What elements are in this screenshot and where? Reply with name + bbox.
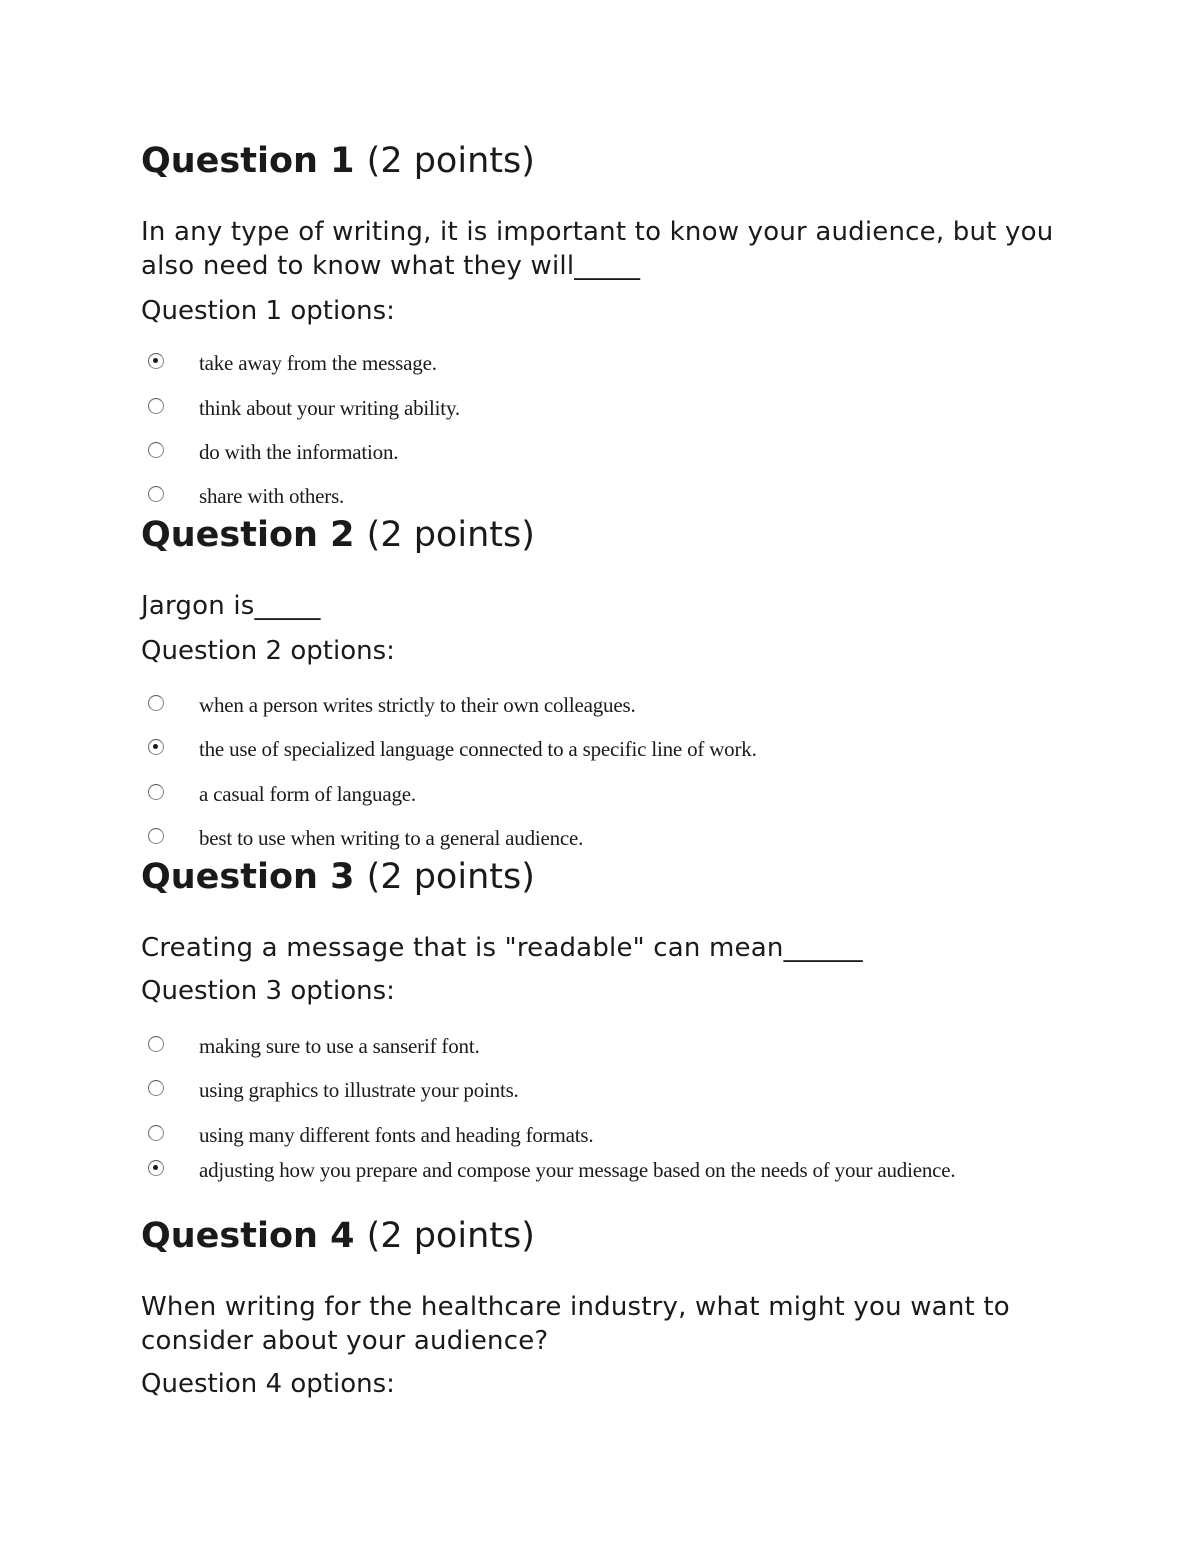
option-label[interactable]: a casual form of language. [199, 782, 416, 806]
radio-button-selected[interactable] [148, 353, 164, 369]
question-heading [141, 857, 1081, 897]
question-points: (2 points) [366, 141, 535, 181]
radio-button[interactable] [148, 784, 164, 800]
radio-button[interactable] [148, 1036, 164, 1052]
question-number: Question 1 [141, 141, 355, 181]
option-label[interactable]: using many different fonts and heading formats. [199, 1123, 594, 1147]
radio-button[interactable] [148, 486, 164, 502]
question-points: (2 points) [366, 1216, 535, 1256]
option-label[interactable]: take away from the message. [199, 351, 437, 375]
question-heading [141, 515, 1081, 555]
question-heading [141, 1216, 1081, 1256]
question-prompt: In any type of writing, it is important to know your audience, but you also need to know what they will_____ [141, 217, 1054, 281]
radio-button[interactable] [148, 695, 164, 711]
question-points: (2 points) [366, 515, 535, 555]
option-label[interactable]: do with the information. [199, 440, 399, 464]
options-label: Question 4 options: [141, 1369, 395, 1399]
question-4 [141, 1216, 1081, 1399]
question-heading [141, 141, 1081, 181]
options-label: Question 1 options: [141, 296, 395, 326]
question-number: Question 3 [141, 857, 355, 897]
radio-button-selected[interactable] [148, 1160, 164, 1176]
radio-button[interactable] [148, 398, 164, 414]
options-label: Question 3 options: [141, 976, 395, 1006]
radio-button[interactable] [148, 442, 164, 458]
question-prompt: Creating a message that is "readable" can mean______ [141, 933, 863, 963]
option-label[interactable]: making sure to use a sanserif font. [199, 1034, 480, 1058]
question-prompt: Jargon is_____ [141, 591, 321, 621]
question-number: Question 4 [141, 1216, 355, 1256]
radio-button-selected[interactable] [148, 739, 164, 755]
question-1 [141, 141, 1081, 508]
question-2 [141, 515, 1081, 850]
question-3 [141, 857, 1081, 1182]
options-label: Question 2 options: [141, 636, 395, 666]
option-label[interactable]: when a person writes strictly to their own colleagues. [199, 693, 636, 717]
option-label[interactable]: think about your writing ability. [199, 396, 460, 420]
question-points: (2 points) [366, 857, 535, 897]
question-prompt: When writing for the healthcare industry, what might you want to consider about your audience? [141, 1292, 1010, 1356]
option-label[interactable]: adjusting how you prepare and compose your message based on the needs of your audience. [199, 1158, 956, 1182]
radio-button[interactable] [148, 828, 164, 844]
option-label[interactable]: best to use when writing to a general audience. [199, 826, 584, 850]
option-label[interactable]: the use of specialized language connected to a specific line of work. [199, 737, 757, 761]
question-number: Question 2 [141, 515, 355, 555]
radio-button[interactable] [148, 1080, 164, 1096]
radio-button[interactable] [148, 1125, 164, 1141]
option-label[interactable]: using graphics to illustrate your points. [199, 1078, 519, 1102]
option-label[interactable]: share with others. [199, 484, 345, 508]
